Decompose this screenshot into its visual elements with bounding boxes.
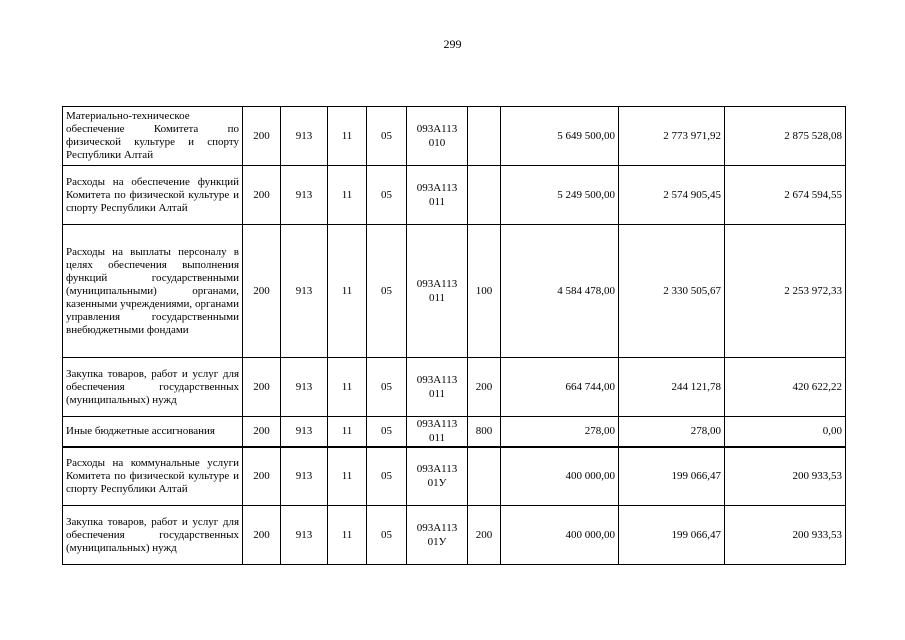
row-description: Закупка товаров, работ и услуг для обеспечения государственных (муниципальных) нужд: [63, 506, 243, 565]
cell-target-article: [407, 225, 468, 358]
cell-section: 11: [328, 166, 367, 225]
target-article-part2: 01У: [427, 477, 447, 490]
row-description: Закупка товаров, работ и услуг для обеспечения государственных (муниципальных) нужд: [63, 358, 243, 417]
cell-expense-type: 200: [468, 358, 501, 417]
row-description: Материально-техническое обеспечение Комитета по физической культуре и спорту Республики Алтай: [63, 107, 243, 166]
cell-amount-executed: 278,00: [619, 417, 725, 447]
row-description: Расходы на обеспечение функций Комитета по физической культуре и спорту Республики Алтай: [63, 166, 243, 225]
cell-ministry-code: 913: [281, 447, 328, 506]
cell-admin-code: 200: [243, 166, 281, 225]
cell-section: 11: [328, 358, 367, 417]
target-article-part2: 011: [428, 292, 446, 304]
target-article-part1: 093A113: [416, 463, 458, 476]
cell-subsection: 05: [367, 506, 407, 565]
cell-ministry-code: 913: [281, 358, 328, 417]
cell-section: 11: [328, 107, 367, 166]
cell-amount-executed: 199 066,47: [619, 506, 725, 565]
cell-target-article: [407, 166, 468, 225]
cell-subsection: 05: [367, 417, 407, 447]
cell-ministry-code: 913: [281, 506, 328, 565]
cell-ministry-code: 913: [281, 107, 328, 166]
cell-expense-type: 200: [468, 506, 501, 565]
cell-amount-remainder: 200 933,53: [725, 447, 846, 506]
cell-admin-code: 200: [243, 107, 281, 166]
target-article-part1: 093A113: [416, 123, 458, 135]
table-row: [63, 506, 846, 565]
cell-amount-executed: 199 066,47: [619, 447, 725, 506]
table-row: [63, 417, 846, 447]
cell-amount-plan: 4 584 478,00: [501, 225, 619, 358]
table-row: [63, 166, 846, 225]
cell-amount-remainder: 200 933,53: [725, 506, 846, 565]
cell-subsection: 05: [367, 447, 407, 506]
cell-amount-plan: 5 649 500,00: [501, 107, 619, 166]
cell-amount-plan: 664 744,00: [501, 358, 619, 417]
row-description: Расходы на выплаты персоналу в целях обеспечения выполнения функций государственными (муниципальными) органами, казенными учреждениями, органами управления государственными внебюджетными фондами: [63, 225, 243, 358]
cell-target-article: [407, 506, 468, 565]
page-number: 299: [443, 37, 462, 51]
cell-amount-remainder: 2 674 594,55: [725, 166, 846, 225]
row-description: Иные бюджетные ассигнования: [63, 417, 243, 447]
table-row: [63, 447, 846, 506]
target-article-part1: 093A113: [416, 278, 458, 290]
budget-table: [62, 106, 846, 565]
cell-amount-executed: 2 574 905,45: [619, 166, 725, 225]
target-article-part2: 010: [428, 137, 446, 149]
cell-expense-type: [468, 166, 501, 225]
cell-ministry-code: 913: [281, 166, 328, 225]
cell-admin-code: 200: [243, 447, 281, 506]
cell-expense-type: [468, 107, 501, 166]
cell-ministry-code: 913: [281, 225, 328, 358]
cell-amount-executed: 244 121,78: [619, 358, 725, 417]
cell-admin-code: 200: [243, 417, 281, 447]
cell-expense-type: 800: [468, 417, 501, 447]
cell-target-article: [407, 447, 468, 506]
cell-amount-executed: 2 330 505,67: [619, 225, 725, 358]
cell-amount-remainder: 2 875 528,08: [725, 107, 846, 166]
table-row: [63, 225, 846, 358]
cell-subsection: 05: [367, 107, 407, 166]
cell-ministry-code: 913: [281, 417, 328, 447]
target-article-part2: 011: [428, 432, 446, 445]
cell-amount-plan: 278,00: [501, 417, 619, 447]
target-article-part1: 093A113: [416, 374, 458, 386]
target-article-part1: 093A113: [416, 182, 458, 194]
target-article-part2: 011: [428, 196, 446, 208]
cell-admin-code: 200: [243, 358, 281, 417]
cell-section: 11: [328, 447, 367, 506]
cell-section: 11: [328, 506, 367, 565]
cell-target-article: [407, 358, 468, 417]
cell-subsection: 05: [367, 166, 407, 225]
table-row: [63, 107, 846, 166]
cell-amount-plan: 400 000,00: [501, 447, 619, 506]
row-description: Расходы на коммунальные услуги Комитета по физической культуре и спорту Республики Алтай: [63, 447, 243, 506]
cell-target-article: [407, 107, 468, 166]
cell-target-article: [407, 417, 468, 447]
cell-admin-code: 200: [243, 506, 281, 565]
target-article-part2: 011: [428, 388, 446, 400]
cell-amount-remainder: 420 622,22: [725, 358, 846, 417]
cell-amount-plan: 400 000,00: [501, 506, 619, 565]
cell-section: 11: [328, 417, 367, 447]
cell-subsection: 05: [367, 225, 407, 358]
cell-amount-executed: 2 773 971,92: [619, 107, 725, 166]
cell-section: 11: [328, 225, 367, 358]
cell-expense-type: [468, 447, 501, 506]
table-row: [63, 358, 846, 417]
cell-expense-type: 100: [468, 225, 501, 358]
cell-amount-remainder: 0,00: [725, 417, 846, 447]
cell-admin-code: 200: [243, 225, 281, 358]
cell-amount-remainder: 2 253 972,33: [725, 225, 846, 358]
cell-amount-plan: 5 249 500,00: [501, 166, 619, 225]
cell-subsection: 05: [367, 358, 407, 417]
target-article-part1: 093A113: [416, 418, 458, 431]
target-article-part1: 093A113: [416, 522, 458, 534]
target-article-part2: 01У: [427, 536, 447, 548]
